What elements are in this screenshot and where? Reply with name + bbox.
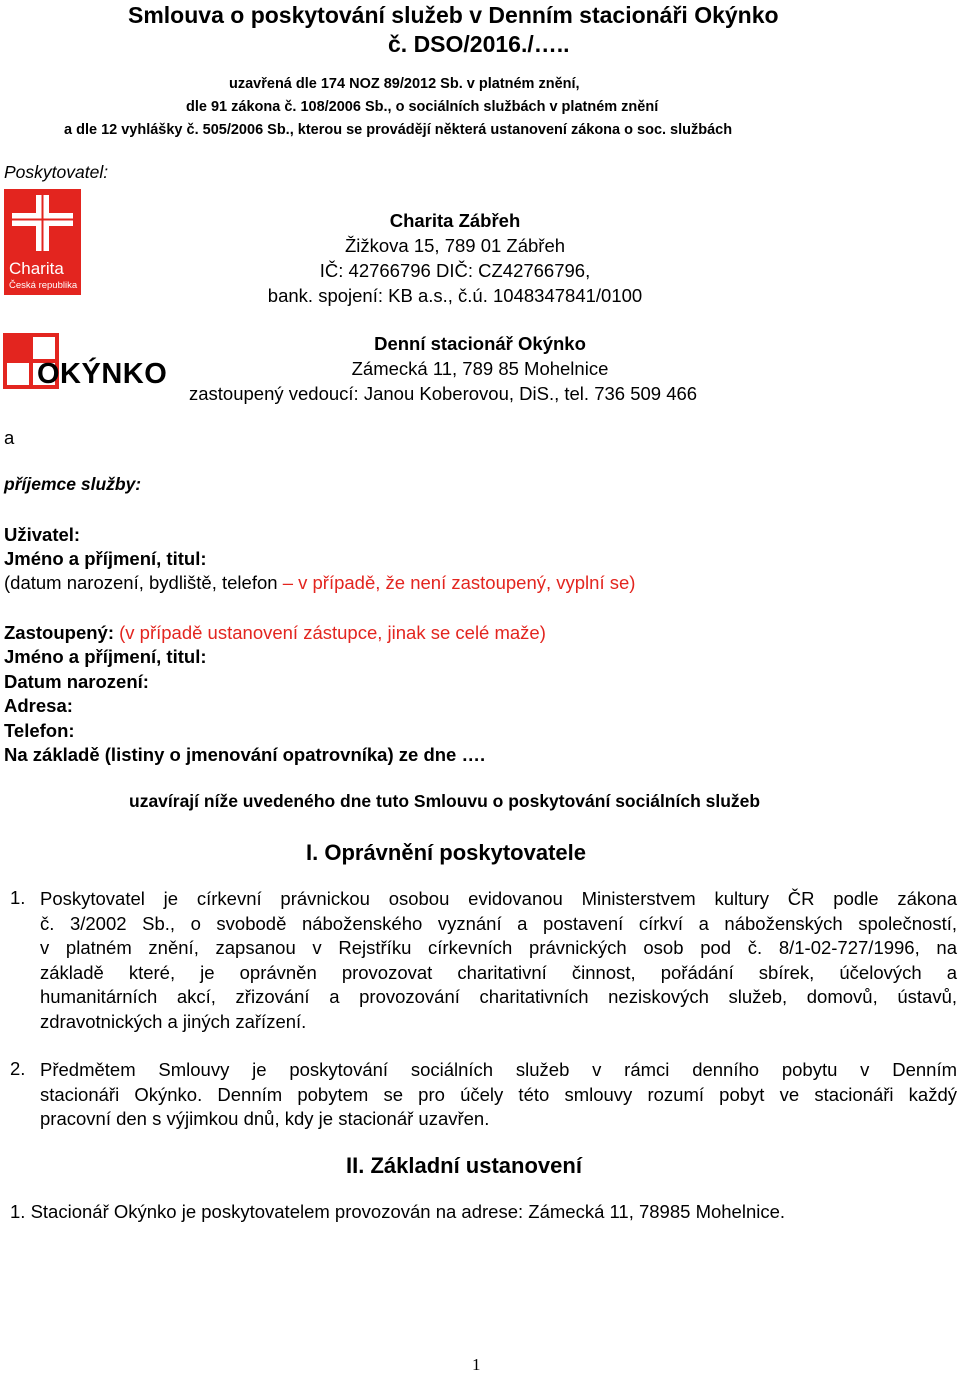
representative-phone-label: Telefon: [4,720,75,741]
section-1-item-1-line: č. 3/2002 Sb., o svobodě náboženského vyznání a postavení církví a náboženských společností, [40,912,957,934]
section-1-item-2 [40,1058,957,1132]
facility-name: Denní stacionář Okýnko [374,333,586,354]
section-1-item-1-number: 1. [10,887,26,908]
provider-ids: IČ: 42766796 DIČ: CZ42766796, [319,260,591,281]
okynko-logo [3,333,168,391]
legal-basis-line1: uzavřená dle 174 NOZ 89/2012 Sb. v platném znění, [229,76,580,92]
section-1-item-1-line: Poskytovatel je církevní právnickou osobou evidovanou Ministerstvem kultury ČR podle zákona [40,888,957,909]
user-details-line [4,572,635,594]
representative-name-label: Jméno a příjmení, titul: [4,646,207,667]
representative-birth-label: Datum narození: [4,671,149,692]
representative-line [4,622,546,644]
representative-basis: Na základě (listiny o jmenování opatrovníka) ze dne …. [4,744,486,765]
section-1-item-2-line: pracovní den s výjimkou dnů, kdy je stacionář uzavřen. [40,1108,490,1130]
charita-logo-text: Charita [9,259,64,278]
facility-address: Zámecká 11, 789 85 Mohelnice [351,358,609,379]
facility-representative: zastoupený vedoucí: Janou Koberovou, DiS., tel. 736 509 466 [189,383,698,404]
representative-address-label: Adresa: [4,695,73,716]
section-1-item-2-line: Předmětem Smlouvy je poskytování sociálních služeb v rámci denního pobytu v Denním [40,1059,957,1080]
section-1-item-2-line: stacionáři Okýnko. Denním pobytem se pro účely této smlouvy rozumí pobyt ve stacionáři každý [40,1083,957,1105]
section-1-item-1 [40,887,957,1035]
representative-note: (v případě ustanovení zástupce, jinak se celé maže) [119,622,546,643]
charita-logo [4,189,81,295]
recipient-label: příjemce služby: [4,474,142,494]
user-details-text: (datum narození, bydliště, telefon [4,572,283,593]
page-number: 1 [472,1355,481,1374]
charita-logo-subtext: Česká republika [9,280,78,291]
agreement-line: uzavírají níže uvedeného dne tuto Smlouvu o poskytování sociálních služeb [129,791,761,811]
charita-cross-icon [4,189,81,259]
conjunction-a: a [4,427,15,448]
okynko-logo-text: OKÝNKO [37,358,168,390]
document-title-line1: Smlouva o poskytování služeb v Denním stacionáři Okýnko [128,2,779,28]
user-details-note: – v případě, že není zastoupený, vyplní se) [282,572,636,593]
user-name-label: Jméno a příjmení, titul: [4,548,207,569]
section-1-item-2-number: 2. [10,1058,26,1079]
provider-address: Žižkova 15, 789 01 Zábřeh [344,235,566,256]
representative-label: Zastoupený: [4,622,120,643]
provider-bank: bank. spojení: KB a.s., č.ú. 1048347841/0100 [267,285,643,306]
section-1-item-1-line: základě které, je oprávněn provozovat charitativní činnost, pořádání sbírek, účelových a [40,961,957,983]
provider-label: Poskytovatel: [4,162,109,182]
legal-basis-line2: dle 91 zákona č. 108/2006 Sb., o sociálních službách v platném znění [186,99,659,115]
section-2-item-1: 1. Stacionář Okýnko je poskytovatelem provozován na adrese: Zámecká 11, 78985 Mohelnice. [10,1201,786,1222]
section-1-item-1-line: zdravotnických a jiných zařízení. [40,1010,307,1032]
section-2-heading: II. Základní ustanovení [346,1153,582,1178]
section-1-heading: I. Oprávnění poskytovatele [306,840,586,865]
legal-basis-line3: a dle 12 vyhlášky č. 505/2006 Sb., kterou se provádějí některá ustanovení zákona o soc. službách [64,122,733,138]
provider-name: Charita Zábřeh [389,210,521,231]
section-1-item-1-line: humanitárních akcí, zřizování a provozování charitativních neziskových služeb, domovů, ústavů, [40,986,957,1008]
section-1-item-1-line: v platném znění, zapsanou v Rejstříku církevních právnických osob pod č. 8/1-02-727/1996, na [40,937,957,959]
user-label: Uživatel: [4,524,81,545]
document-title-line2: č. DSO/2016./….. [388,31,570,57]
